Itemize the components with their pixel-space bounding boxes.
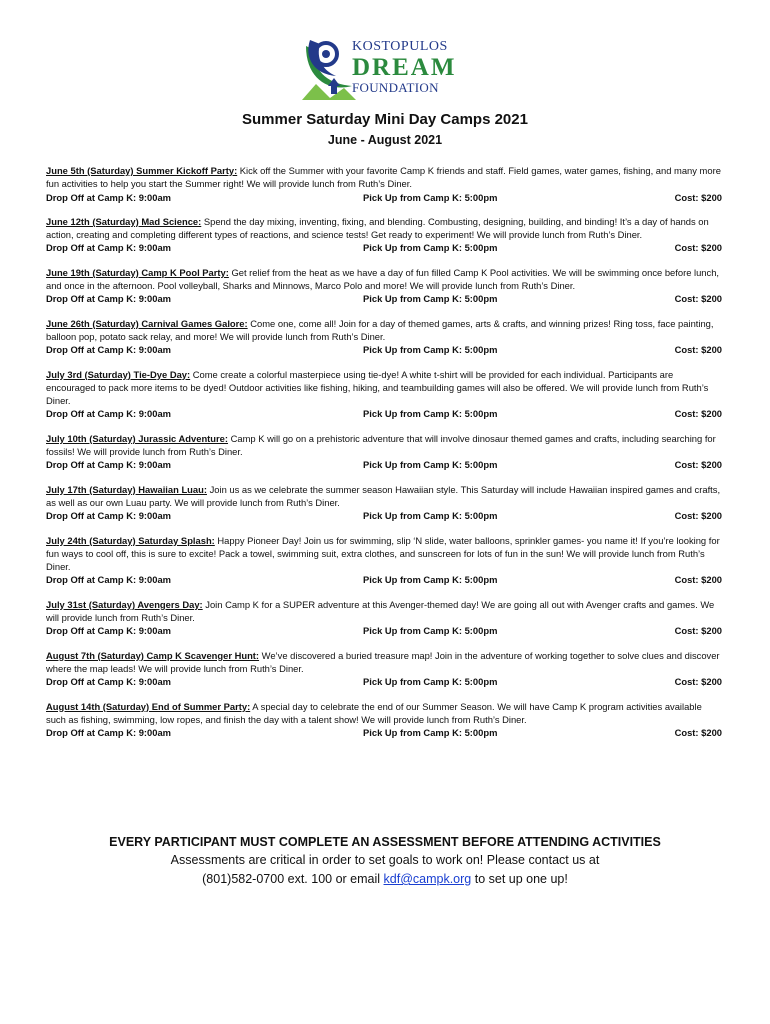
event-times <box>46 191 722 204</box>
drop-off-time: Drop Off at Camp K: 9:00am <box>46 625 172 637</box>
pick-up-time: Pick Up from Camp K: 5:00pm <box>363 727 498 739</box>
contact-suffix: to set up one up! <box>471 872 568 886</box>
event-description: Kick off the Summer with your favorite Camp K friends and staff. Field games, water games, fishing, and many more fun activities to help you start the Summer right! We will provide lunch from Ruth’s Diner. <box>46 165 721 190</box>
event-description: We’ve discovered a buried treasure map! Join in the adventure of working together to solve clues and discover where the map leads! We will provide lunch from Ruth’s Diner. <box>46 649 720 674</box>
event-item <box>46 534 722 587</box>
pick-up-time: Pick Up from Camp K: 5:00pm <box>363 344 498 356</box>
event-text <box>46 317 722 344</box>
event-item <box>46 317 722 357</box>
drop-off-time: Drop Off at Camp K: 9:00am <box>46 727 172 739</box>
pick-up-time: Pick Up from Camp K: 5:00pm <box>363 625 498 637</box>
event-heading: July 17th (Saturday) Hawaiian Luau: <box>46 483 207 495</box>
page-subtitle: June - August 2021 <box>327 133 443 147</box>
drop-off-time: Drop Off at Camp K: 9:00am <box>46 459 172 471</box>
event-text <box>46 700 722 727</box>
email-link[interactable]: kdf@campk.org <box>383 872 472 886</box>
event-heading: August 7th (Saturday) Camp K Scavenger Hunt: <box>46 649 260 661</box>
logo-line-3: FOUNDATION <box>352 80 439 95</box>
event-item <box>46 483 722 523</box>
event-times <box>46 407 722 420</box>
event-cost: Cost: $200 <box>674 727 722 739</box>
assessment-requirement: EVERY PARTICIPANT MUST COMPLETE AN ASSESSMENT BEFORE ATTENDING ACTIVITIES <box>109 835 661 849</box>
event-heading: July 10th (Saturday) Jurassic Adventure: <box>46 432 229 444</box>
event-heading: June 19th (Saturday) Camp K Pool Party: <box>46 266 229 278</box>
logo-line-1: KOSTOPULOS <box>352 39 448 54</box>
drop-off-time: Drop Off at Camp K: 9:00am <box>46 676 172 688</box>
event-times <box>46 624 722 637</box>
event-times <box>46 675 722 688</box>
event-text <box>46 368 722 408</box>
event-text <box>46 598 722 625</box>
drop-off-time: Drop Off at Camp K: 9:00am <box>46 242 172 254</box>
event-cost: Cost: $200 <box>674 459 722 471</box>
event-times <box>46 241 722 254</box>
event-item <box>46 164 722 204</box>
event-text <box>46 432 722 459</box>
drop-off-time: Drop Off at Camp K: 9:00am <box>46 191 172 203</box>
logo-text <box>352 40 456 94</box>
event-times <box>46 343 722 356</box>
event-text <box>46 534 722 574</box>
event-description: Join Camp K for a SUPER adventure at this Avenger-themed day! We are going all out with Avenger crafts and games. We will provide lunch from Ruth’s Diner. <box>46 598 715 624</box>
event-description: Happy Pioneer Day! Join us for swimming, slip ‘N slide, water balloons, sprinkler games- you name it! If you’re looking for fun ways to cool off, this is sure to excite! Pack a towel, swimming suit, extra clothes, and sunscreen for lots of fun in the sun! We will provide lunch from Ruth’s Diner. <box>46 534 720 573</box>
contact-line <box>0 872 770 886</box>
event-cost: Cost: $200 <box>674 344 722 356</box>
event-times <box>46 573 722 586</box>
event-text <box>46 266 722 293</box>
event-times <box>46 292 722 305</box>
drop-off-time: Drop Off at Camp K: 9:00am <box>46 344 172 356</box>
event-heading: July 3rd (Saturday) Tie-Dye Day: <box>46 368 191 380</box>
event-description: Come one, come all! Join for a day of themed games, arts & crafts, and winning prizes! Ring toss, face painting, balloon pop, potato sack relay, and more! We will provide lunch from Ruth’s Diner. <box>46 317 714 342</box>
pick-up-time: Pick Up from Camp K: 5:00pm <box>363 191 498 203</box>
event-text <box>46 649 722 676</box>
event-item <box>46 598 722 638</box>
pick-up-time: Pick Up from Camp K: 5:00pm <box>363 293 498 305</box>
event-cost: Cost: $200 <box>674 574 722 586</box>
event-heading: July 31st (Saturday) Avengers Day: <box>46 598 203 610</box>
drop-off-time: Drop Off at Camp K: 9:00am <box>46 293 172 305</box>
contact-prefix: (801)582-0700 ext. 100 or email <box>202 872 384 886</box>
logo-line-2: DREAM <box>352 54 457 81</box>
page-title: Summer Saturday Mini Day Camps 2021 <box>242 111 528 128</box>
event-cost: Cost: $200 <box>674 293 722 305</box>
event-description: Spend the day mixing, inventing, fixing, and blending. Combusting, designing, building, and binding! It’s a day of hands on action, creating and completing different types of reactions, and science tests! Get ready to experiment! We will provide lunch from Ruth’s Diner. <box>46 215 709 241</box>
drop-off-time: Drop Off at Camp K: 9:00am <box>46 574 172 586</box>
kostopulos-logo <box>300 40 475 100</box>
pick-up-time: Pick Up from Camp K: 5:00pm <box>363 676 498 688</box>
pick-up-time: Pick Up from Camp K: 5:00pm <box>363 242 498 254</box>
assessment-note: Assessments are critical in order to set goals to work on! Please contact us at <box>170 853 600 867</box>
event-text <box>46 215 722 242</box>
events-list <box>46 164 722 750</box>
pick-up-time: Pick Up from Camp K: 5:00pm <box>363 510 498 522</box>
event-item <box>46 649 722 689</box>
event-item <box>46 266 722 306</box>
event-heading: June 12th (Saturday) Mad Science: <box>46 215 202 227</box>
pick-up-time: Pick Up from Camp K: 5:00pm <box>363 574 498 586</box>
event-cost: Cost: $200 <box>674 191 722 203</box>
event-cost: Cost: $200 <box>674 510 722 522</box>
event-heading: June 26th (Saturday) Carnival Games Galore: <box>46 317 248 329</box>
pick-up-time: Pick Up from Camp K: 5:00pm <box>363 408 498 420</box>
event-cost: Cost: $200 <box>674 242 722 254</box>
event-description: A special day to celebrate the end of our Summer Season. We will have Camp K program activities available such as fishing, swimming, low ropes, and finish the day with a talent show! We will provide lunch from Ruth’s Diner. <box>46 700 702 725</box>
event-text <box>46 164 722 191</box>
pick-up-time: Pick Up from Camp K: 5:00pm <box>363 459 498 471</box>
logo-emblem-icon <box>300 40 356 100</box>
event-cost: Cost: $200 <box>674 408 722 420</box>
drop-off-time: Drop Off at Camp K: 9:00am <box>46 510 172 522</box>
drop-off-time: Drop Off at Camp K: 9:00am <box>46 408 172 420</box>
event-description: Get relief from the heat as we have a day of fun filled Camp K Pool activities. We will be swimming once before lunch, and once in the afternoon. Pool volleyball, Sharks and Minnows, Marco Polo and more! We will provide lunch from Ruth’s Diner. <box>46 266 720 292</box>
event-description: Come create a colorful masterpiece using tie-dye! A white t-shirt will be provided for each individual. Participants are encouraged to pack more items to be dyed! Outdoor activities like fishing, hiking, and teambuilding games will also be offered. We will provide lunch from Ruth’s Diner. <box>46 368 709 407</box>
event-item <box>46 432 722 472</box>
event-heading: August 14th (Saturday) End of Summer Party: <box>46 700 251 712</box>
event-times <box>46 458 722 471</box>
event-heading: June 5th (Saturday) Summer Kickoff Party: <box>46 165 238 176</box>
event-heading: July 24th (Saturday) Saturday Splash: <box>46 534 215 546</box>
event-text <box>46 483 722 510</box>
event-cost: Cost: $200 <box>674 625 722 637</box>
event-cost: Cost: $200 <box>674 676 722 688</box>
event-times <box>46 509 722 522</box>
event-description: Join us as we celebrate the summer season Hawaiian style. This Saturday will include Hawaiian inspired games and crafts, as well as our own Luau party. We will provide lunch from Ruth’s Diner. <box>46 483 721 508</box>
event-item <box>46 368 722 421</box>
event-item <box>46 215 722 255</box>
event-description: Camp K will go on a prehistoric adventure that will involve dinosaur themed games and crafts, including searching for fossils! We will provide lunch from Ruth’s Diner. <box>46 432 716 458</box>
footer <box>0 835 770 891</box>
event-times <box>46 726 722 739</box>
event-item <box>46 700 722 740</box>
